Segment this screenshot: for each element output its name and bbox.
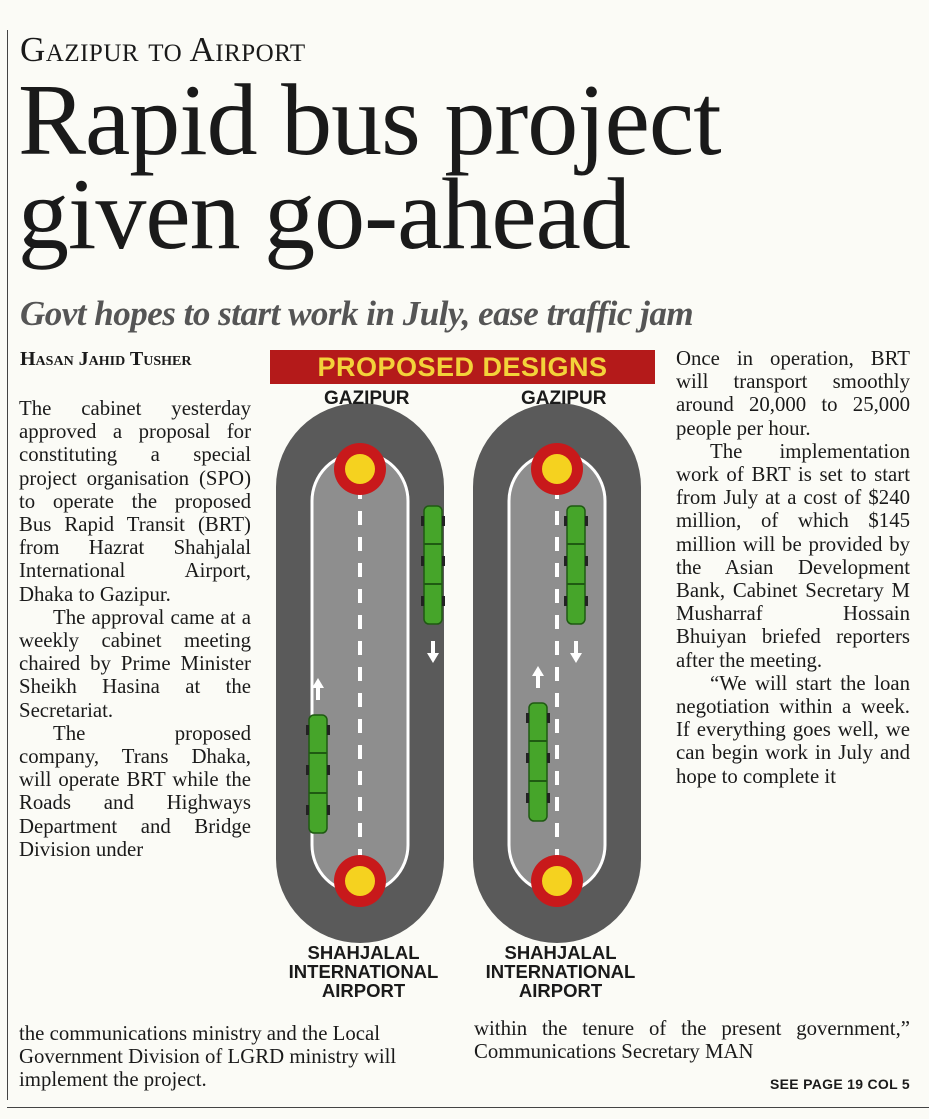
left-gazipur-terminal-core — [345, 454, 375, 484]
right-airport-terminal-core — [542, 866, 572, 896]
bus-wheel — [564, 596, 567, 606]
headline — [18, 64, 721, 271]
bus-wheel — [442, 556, 445, 566]
label-line: AIRPORT — [518, 980, 603, 1001]
right-bus-southbound — [567, 506, 585, 624]
left-airport-label — [281, 943, 446, 1000]
bus-wheel — [526, 713, 529, 723]
column-3-tail: within the tenure of the present government,” Communications Secretary MAN — [474, 1017, 910, 1064]
column-3 — [676, 347, 910, 788]
right-gazipur-terminal-core — [542, 454, 572, 484]
paragraph: The implementation work of BRT is set to start from July at a cost of $240 million, of which $145 million will be provided by the Asian Development Bank, Cabinet Secretary M Musharraf Hossain Bhuiyan briefed reporters after the meeting. — [676, 439, 910, 672]
bus-wheel — [564, 516, 567, 526]
bus-wheel — [564, 556, 567, 566]
bus-wheel — [585, 516, 588, 526]
byline: Hasan Jahid Tusher — [20, 348, 192, 370]
bus-wheel — [327, 725, 330, 735]
bus-wheel — [547, 713, 550, 723]
left-gazipur-label: GAZIPUR — [324, 388, 410, 409]
graphic-title: PROPOSED DESIGNS — [270, 350, 655, 384]
label-line: AIRPORT — [321, 980, 406, 1001]
paragraph: Once in operation, BRT will transport smoothly around 20,000 to 25,000 people per hour. — [676, 347, 910, 440]
headline-line-1: Rapid bus project — [18, 64, 721, 177]
bus-wheel — [547, 793, 550, 803]
bus-wheel — [442, 596, 445, 606]
right-bus-northbound — [529, 703, 547, 821]
bus-wheel — [547, 753, 550, 763]
paragraph: The proposed company, Trans Dhaka, will operate BRT while the Roads and Highways Department and Bridge Division under — [19, 721, 251, 861]
bus-wheel — [442, 516, 445, 526]
bus-wheel — [526, 793, 529, 803]
column-1-tail: the communications ministry and the Local Government Division of LGRD ministry will implement the project. — [19, 1022, 397, 1092]
bus-wheel — [306, 725, 309, 735]
column-1 — [19, 397, 251, 861]
bus-wheel — [421, 596, 424, 606]
route-diagrams — [262, 343, 662, 1008]
bus-wheel — [526, 753, 529, 763]
headline-line-2: given go-ahead — [18, 158, 630, 271]
bus-wheel — [585, 596, 588, 606]
bus-wheel — [421, 556, 424, 566]
left-bus-northbound — [309, 715, 327, 833]
bus-wheel — [585, 556, 588, 566]
paragraph: The cabinet yesterday approved a proposal for constituting a special project organisation (SPO) to operate the proposed Bus Rapid Transit (BRT) from Hazrat Shahjalal International Airport, Dhaka to Gazipur. — [19, 397, 251, 606]
label-line: SHAHJALAL — [307, 942, 420, 963]
paragraph: “We will start the loan negotiation within a week. If everything goes well, we can begin work in July and hope to complete it — [676, 671, 910, 788]
jump-line: SEE PAGE 19 COL 5 — [770, 1076, 910, 1092]
label-line: INTERNATIONAL — [485, 961, 636, 982]
column-rule-bottom — [7, 1107, 929, 1108]
label-line: SHAHJALAL — [504, 942, 617, 963]
label-line: INTERNATIONAL — [288, 961, 439, 982]
column-rule-left — [7, 30, 8, 1100]
bus-wheel — [421, 516, 424, 526]
kicker: Gazipur to Airport — [20, 30, 306, 69]
subhead: Govt hopes to start work in July, ease traffic jam — [20, 294, 694, 333]
right-gazipur-label: GAZIPUR — [521, 388, 607, 409]
bus-wheel — [327, 805, 330, 815]
right-airport-label — [478, 943, 643, 1000]
bus-wheel — [306, 765, 309, 775]
bus-wheel — [306, 805, 309, 815]
left-bus-southbound — [424, 506, 442, 624]
paragraph: The approval came at a weekly cabinet meeting chaired by Prime Minister Sheikh Hasina at the Secretariat. — [19, 605, 251, 722]
brt-design-graphic — [262, 343, 662, 1008]
bus-wheel — [327, 765, 330, 775]
left-airport-terminal-core — [345, 866, 375, 896]
